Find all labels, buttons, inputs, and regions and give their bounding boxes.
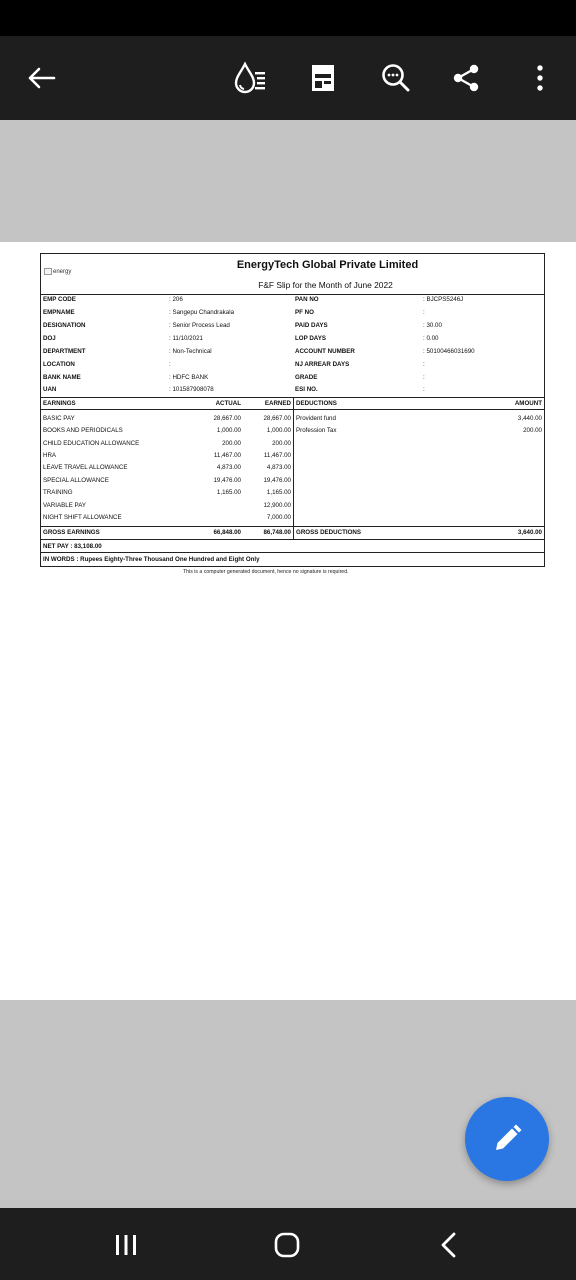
table-header-amount: AMOUNT <box>514 400 542 407</box>
info-label: BANK NAME <box>43 374 81 381</box>
info-value: : 0.00 <box>423 335 439 342</box>
earning-earned: 7,000.00 <box>266 514 291 521</box>
info-label: DEPARTMENT <box>43 348 86 355</box>
info-label: LOCATION <box>43 361 75 368</box>
info-value: : 11/10/2021 <box>169 335 203 342</box>
deduction-name: Profession Tax <box>296 427 337 434</box>
viewer-background-top <box>0 120 576 242</box>
earning-actual: 1,165.00 <box>216 489 241 496</box>
deduction-amount: 3,440.00 <box>517 415 542 422</box>
earning-name: CHILD EDUCATION ALLOWANCE <box>43 440 140 447</box>
back-nav-icon[interactable] <box>424 1224 474 1266</box>
info-label: PAN NO <box>295 296 319 303</box>
earning-actual: 4,873.00 <box>216 464 241 471</box>
table-header-earned: EARNED <box>264 400 291 407</box>
slip-footnote: This is a computer generated document, hence no signature is required. <box>183 569 349 575</box>
earning-name: VARIABLE PAY <box>43 502 86 509</box>
earning-earned: 1,165.00 <box>266 489 291 496</box>
earning-name: BASIC PAY <box>43 415 75 422</box>
gross-actual: 66,848.00 <box>213 529 241 536</box>
gross-earnings-label: GROSS EARNINGS <box>43 529 100 536</box>
info-label: NJ ARREAR DAYS <box>295 361 350 368</box>
table-header-actual: ACTUAL <box>215 400 241 407</box>
earning-name: NIGHT SHIFT ALLOWANCE <box>43 514 122 521</box>
info-label: LOP DAYS <box>295 335 326 342</box>
earning-name: LEAVE TRAVEL ALLOWANCE <box>43 464 128 471</box>
info-value: : <box>423 374 425 381</box>
edit-button[interactable] <box>465 1097 549 1181</box>
more-vertical-icon[interactable] <box>518 56 562 100</box>
slip-header <box>41 254 544 295</box>
earning-earned: 28,667.00 <box>263 415 291 422</box>
info-label: PAID DAYS <box>295 322 328 329</box>
recent-apps-icon[interactable] <box>101 1224 151 1266</box>
earning-earned: 19,476.00 <box>263 477 291 484</box>
earning-actual: 11,467.00 <box>213 452 241 459</box>
info-label: PF NO <box>295 309 314 316</box>
info-value: : 101587908078 <box>169 386 214 393</box>
earning-earned: 12,900.00 <box>263 502 291 509</box>
net-pay-in-words: IN WORDS : Rupees Eighty-Three Thousand One Hundred and Eight Only <box>43 556 260 563</box>
share-icon[interactable] <box>444 56 488 100</box>
earning-name: TRAINING <box>43 489 73 496</box>
info-label: UAN <box>43 386 57 393</box>
divider <box>41 552 544 553</box>
table-header-deductions: DEDUCTIONS <box>296 400 337 407</box>
table-header-earnings: EARNINGS <box>43 400 76 407</box>
logo-alt-text: energy <box>53 268 72 275</box>
earning-actual: 19,476.00 <box>213 477 241 484</box>
deduction-name: Provident fund <box>296 415 336 422</box>
earning-name: BOOKS AND PERIODICALS <box>43 427 123 434</box>
info-value: : <box>169 361 171 368</box>
column-divider <box>293 397 294 539</box>
deduction-amount: 200.00 <box>523 427 542 434</box>
net-pay: NET PAY : 83,108.00 <box>43 543 102 550</box>
earning-name: HRA <box>43 452 57 459</box>
info-value: : 206 <box>169 296 183 303</box>
system-nav-bar <box>0 1208 576 1280</box>
info-value: : BJCPS5246J <box>423 296 464 303</box>
page-layout-icon[interactable] <box>301 56 345 100</box>
earning-name: SPECIAL ALLOWANCE <box>43 477 109 484</box>
info-value: : Non-Technical <box>169 348 212 355</box>
slip-subtitle: F&F Slip for the Month of June 2022 <box>258 280 393 290</box>
toolbar <box>0 36 576 120</box>
earning-earned: 200.00 <box>272 440 291 447</box>
info-label: ACCOUNT NUMBER <box>295 348 355 355</box>
company-name: EnergyTech Global Private Limited <box>236 259 419 271</box>
gross-deductions-amount: 3,640.00 <box>517 529 542 536</box>
info-label: GRADE <box>295 374 318 381</box>
divider <box>41 539 544 540</box>
info-label: EMP CODE <box>43 296 76 303</box>
info-label: EMPNAME <box>43 309 75 316</box>
info-label: DOJ <box>43 335 56 342</box>
gross-deductions-label: GROSS DEDUCTIONS <box>296 529 361 536</box>
info-value: : Sangepu Chandrakala <box>169 309 235 316</box>
info-value: : <box>423 386 425 393</box>
status-bar <box>0 0 576 36</box>
info-label: DESIGNATION <box>43 322 86 329</box>
info-value: : 50100466031690 <box>423 348 475 355</box>
info-value: : <box>423 309 425 316</box>
earning-actual: 200.00 <box>222 440 241 447</box>
home-icon[interactable] <box>262 1224 312 1266</box>
earning-actual: 1,000.00 <box>216 427 241 434</box>
info-label: ESI NO. <box>295 386 318 393</box>
arrow-left-icon[interactable] <box>19 56 63 100</box>
edit-pencil-icon <box>489 1121 525 1157</box>
ink-saver-icon[interactable] <box>229 56 273 100</box>
gross-earned: 86,748.00 <box>263 529 291 536</box>
earning-earned: 4,873.00 <box>266 464 291 471</box>
salary-slip <box>40 253 545 567</box>
earning-earned: 1,000.00 <box>266 427 291 434</box>
search-icon[interactable] <box>374 56 418 100</box>
info-value: : Senior Process Lead <box>169 322 230 329</box>
earning-actual: 28,667.00 <box>213 415 241 422</box>
info-value: : <box>423 361 425 368</box>
earning-earned: 11,467.00 <box>263 452 291 459</box>
info-value: : HDFC BANK <box>169 374 209 381</box>
info-value: : 30.00 <box>423 322 442 329</box>
